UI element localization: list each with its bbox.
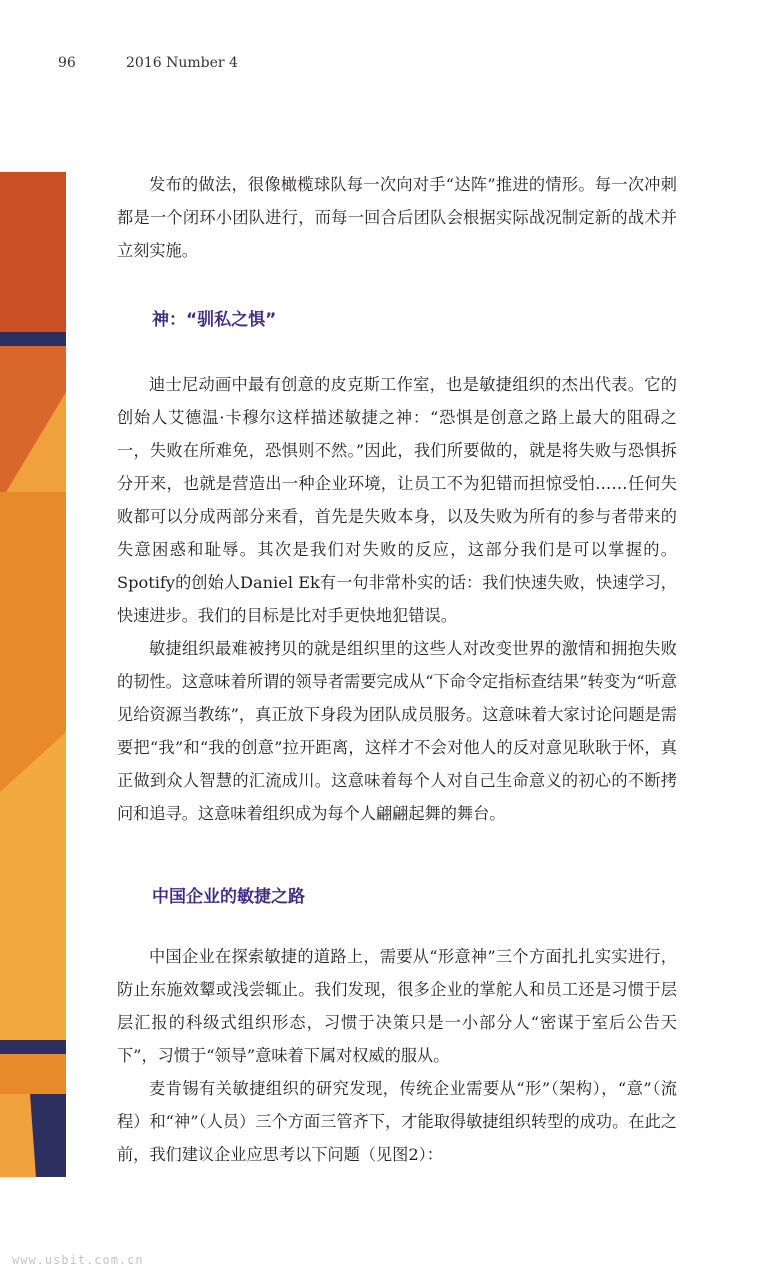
shen-paragraph-2: 敏捷组织最难被拷贝的就是组织里的这些人对改变世界的激情和拥抱失败的韧性。这意味着所谓的领导者需要完成从“下命令定指标查结果”转变为“听意见给资源当教练”，真正放下身段为团队成员服务。这意味着大家讨论问题是需要把“我”和“我的创意”拉开距离，这样才不会对他人的反对意见耿耿于怀，真正做到众人智慧的汇流成川。这意味着每个人对自己生命意义的初心的不断拷问和追寻。这意味着组织成为每个人翩翩起舞的舞台。 — [117, 639, 677, 823]
section-heading-china: 中国企业的敏捷之路 — [152, 887, 305, 907]
shen-section-body — [117, 368, 677, 830]
intro-paragraph-block — [117, 168, 677, 267]
china-paragraph-1: 中国企业在探索敏捷的道路上，需要从“形意神”三个方面扎扎实实进行，防止东施效颦或浅尝辄止。我们发现，很多企业的掌舵人和员工还是习惯于层层汇报的科级式组织形态，习惯于决策只是一小部分人“密谋于室后公告天下”，习惯于“领导”意味着下属对权威的服从。 — [117, 947, 677, 1065]
decorative-side-graphic — [0, 172, 66, 1177]
intro-paragraph: 发布的做法，很像橄榄球队每一次向对手“达阵”推进的情形。每一次冲刺都是一个闭环小团队进行，而每一回合后团队会根据实际战况制定新的战术并立刻实施。 — [117, 175, 677, 260]
china-paragraph-2: 麦肯锡有关敏捷组织的研究发现，传统企业需要从“形”（架构），“意”（流程）和“神”（人员）三个方面三管齐下，才能取得敏捷组织转型的成功。在此之前，我们建议企业应思考以下问题（见图2）： — [117, 1079, 677, 1164]
page-number: 96 — [58, 55, 76, 71]
watermark: www.usbit.com.cn — [12, 1253, 144, 1267]
section-heading-shen: 神：“驯私之惧” — [152, 310, 277, 330]
running-header — [58, 55, 238, 71]
shen-paragraph-1: 迪士尼动画中最有创意的皮克斯工作室，也是敏捷组织的杰出代表。它的创始人艾德温·卡穆尔这样描述敏捷之神：“恐惧是创意之路上最大的阻碍之一，失败在所难免，恐惧则不然。”因此，我们所要做的，就是将失败与恐惧拆分开来，也就是营造出一种企业环境，让员工不为犯错而担惊受怕……任何失败都可以分成两部分来看，首先是失败本身，以及失败为所有的参与者带来的失意困惑和耻辱。其次是我们对失败的反应，这部分我们是可以掌握的。Spotify的创始人Daniel Ek有一句非常朴实的话：我们快速失败，快速学习，快速进步。我们的目标是比对手更快地犯错误。 — [117, 375, 677, 625]
issue-label: 2016 Number 4 — [126, 55, 238, 71]
china-section-body — [117, 940, 677, 1171]
